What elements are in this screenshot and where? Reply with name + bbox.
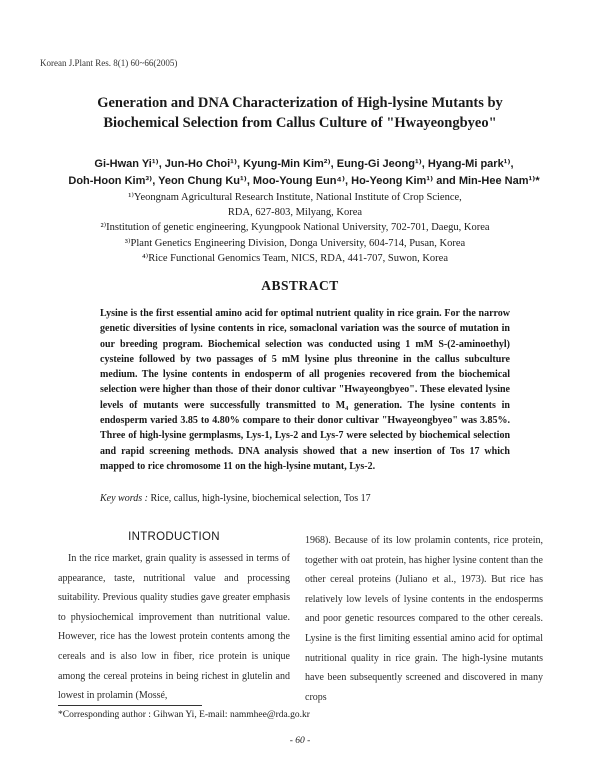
affiliation-line: RDA, 627-803, Milyang, Korea <box>227 207 363 219</box>
title-line-1: Generation and DNA Characterization of High-lysine Mutants by <box>97 95 503 111</box>
right-column <box>305 531 543 707</box>
authors-line-2: Doh-Hoon Kim³⁾, Yeon Chung Ku¹⁾, Moo-Young Eun⁴⁾, Ho-Yeong Kim¹⁾ and Min-Hee Nam¹⁾* <box>68 175 540 187</box>
paper-title <box>40 93 560 133</box>
page-number: - 60 - <box>289 736 311 746</box>
affiliation-line: ¹⁾Yeongnam Agricultural Research Institute, National Institute of Crop Science, <box>128 192 462 203</box>
affiliations <box>60 190 530 266</box>
journal-reference: Korean J.Plant Res. 8(1) 60~66(2005) <box>40 58 178 68</box>
introduction-heading: INTRODUCTION <box>128 531 220 543</box>
affiliation-line: ⁴⁾Rice Functional Genomics Team, NICS, RDA, 441-707, Suwon, Korea <box>142 252 448 264</box>
footnote-divider <box>58 705 202 706</box>
corresponding-author-footnote: *Corresponding author : Gihwan Yi, E-mail: nammhee@rda.go.kr <box>58 710 310 720</box>
intro-paragraph-right: 1968). Because of its low prolamin contents, rice protein, together with oat protein, has higher lysine content than the other cereal proteins (Juliano et al., 1973). But rice has relatively low levels of lysine contents in the endosperms and poor genetic resources compared to the other cereals. Lysine is the first limiting essential amino acid for optimal nutritional quality in rice grain. The high-lysine mutants have been subsequently screened and discovered in many crops <box>305 535 543 703</box>
authors-line-1: Gi-Hwan Yi¹⁾, Jun-Ho Choi¹⁾, Kyung-Min Kim²⁾, Eung-Gi Jeong¹⁾, Hyang-Mi park¹⁾, <box>94 158 514 170</box>
author-list <box>64 156 544 190</box>
title-line-2: Biochemical Selection from Callus Culture of "Hwayeongbyeo" <box>103 115 497 131</box>
abstract-heading: ABSTRACT <box>261 278 339 293</box>
affiliation-line: ³⁾Plant Genetics Engineering Division, Donga University, 604-714, Pusan, Korea <box>124 237 466 249</box>
keywords <box>100 493 520 504</box>
abstract-text: Lysine is the first essential amino acid for optimal nutrient quality in rice grain. For the narrow genetic diversities of lysine contents in rice, somaclonal variation was the source of mutation in our breeding program. Biochemical selection was conducted using 1 mM S-(2-aminoethyl) cysteine followed by two passages of 5 mM lysine plus threonine in the callus subculture medium. The lysine contents in endosperm of all progenies recovered from the biochemical selection were higher than those of their donor cultivar "Hwayeongbyeo". These elevated lysine levels of mutants were successfully transmitted to M₄ generation. The lysine contents in endosperm varied 3.85 to 4.80% compare to their donor cultivar "Hwayeongbyeo" was 3.85%. Three of high-lysine germplasms, Lys-1, Lys-2 and Lys-7 were selected by biochemical selection and rapid screening methods. DNA analysis showed that a new insertion of Tos 17 which mapped to rice chromosome 11 on the high-lysine mutant, Lys-2. <box>100 308 510 472</box>
intro-paragraph-left: In the rice market, grain quality is assessed in terms of appearance, taste, nutritional value and processing suitability. Previous quality studies gave greater emphasis to physiochemical improvement than nutritional value. However, rice has the lowest protein contents among the cereals and is also low in fiber, rice protein is unique among the cereal proteins in being richest in glutelin and lowest in prolamin (Mossé, <box>58 553 290 702</box>
keywords-label: Key words : <box>100 493 148 504</box>
affiliation-line: ²⁾Institution of genetic engineering, Kyungpook National University, 702-701, Daegu, Korea <box>100 222 490 234</box>
left-column <box>58 531 290 706</box>
abstract-body <box>100 306 510 474</box>
keywords-text: Rice, callus, high-lysine, biochemical selection, Tos 17 <box>150 493 371 504</box>
